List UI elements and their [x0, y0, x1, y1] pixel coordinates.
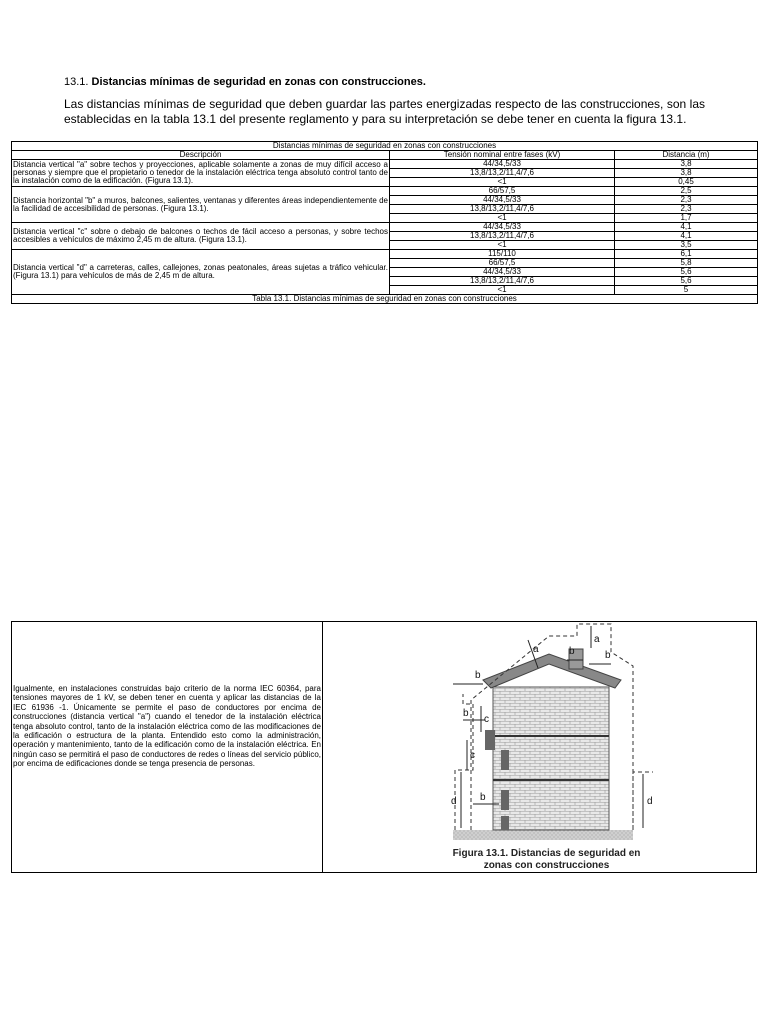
- table-row: [12, 187, 758, 196]
- label-b-left: b: [475, 670, 481, 681]
- table-row: [12, 223, 758, 232]
- distance-cell: 4,1: [615, 223, 758, 232]
- figure-13-1: [323, 622, 758, 872]
- figure-caption-line2: zonas con construcciones: [483, 859, 610, 871]
- label-b-roof: b: [569, 646, 575, 657]
- voltage-cell: 13,8/13,2/11,4/7,6: [390, 205, 615, 214]
- label-c-upper: c: [484, 714, 489, 725]
- voltage-cell: 44/34,5/33: [390, 268, 615, 277]
- ground: [453, 830, 633, 840]
- voltage-cell: <1: [390, 214, 615, 223]
- distance-cell: 2,3: [615, 205, 758, 214]
- distance-cell: 1,7: [615, 214, 758, 223]
- table-caption: Tabla 13.1. Distancias mínimas de seguridad en zonas con construcciones: [12, 295, 758, 304]
- label-c-lower: c: [470, 750, 475, 761]
- voltage-cell: 115/110: [390, 250, 615, 259]
- voltage-cell: 44/34,5/33: [390, 160, 615, 169]
- figure-box: [11, 621, 757, 873]
- voltage-cell: 44/34,5/33: [390, 223, 615, 232]
- distance-cell: 2,3: [615, 196, 758, 205]
- building-wall: [493, 687, 609, 830]
- distance-cell: 2,5: [615, 187, 758, 196]
- distance-cell: 5,8: [615, 259, 758, 268]
- distance-cell: 6,1: [615, 250, 758, 259]
- table-row: [12, 160, 758, 169]
- figure-caption: [428, 848, 665, 871]
- building-diagram: [323, 622, 758, 872]
- voltage-cell: <1: [390, 178, 615, 187]
- distance-cell: 5: [615, 286, 758, 295]
- label-a-roof: a: [533, 644, 539, 655]
- distance-cell: 3,8: [615, 160, 758, 169]
- distance-cell: 5,6: [615, 268, 758, 277]
- table-title: Distancias mínimas de seguridad en zonas con construcciones: [12, 142, 758, 151]
- section-heading: [64, 76, 426, 88]
- voltage-cell: <1: [390, 241, 615, 250]
- distance-cell: 0,45: [615, 178, 758, 187]
- label-a-chimney: a: [594, 634, 600, 645]
- header-description: Descripción: [12, 151, 390, 160]
- header-voltage: Tensión nominal entre fases (kV): [390, 151, 615, 160]
- label-d-left: d: [451, 796, 457, 807]
- voltage-cell: 13,8/13,2/11,4/7,6: [390, 169, 615, 178]
- description-a: Distancia vertical "a" sobre techos y proyecciones, aplicable solamente a zonas de muy difícil acceso a personas y siempre que el propietario o tenedor de la instalación eléctrica tenga absoluto control tanto de la instalación como de la edificación. (Figura 13.1).: [13, 160, 388, 185]
- voltage-cell: 13,8/13,2/11,4/7,6: [390, 277, 615, 286]
- section-title: Distancias mínimas de seguridad en zonas con construcciones.: [91, 76, 426, 88]
- distances-table: [11, 141, 758, 304]
- voltage-cell: 66/57,5: [390, 187, 615, 196]
- figure-caption-line1: Figura 13.1. Distancias de seguridad en: [452, 848, 641, 859]
- voltage-cell: 66/57,5: [390, 259, 615, 268]
- label-b-right: b: [605, 650, 611, 661]
- label-b-lower: b: [480, 792, 486, 803]
- voltage-cell: 13,8/13,2/11,4/7,6: [390, 232, 615, 241]
- distance-cell: 5,6: [615, 277, 758, 286]
- roof: [483, 654, 621, 688]
- window: [501, 750, 509, 770]
- section-number: 13.1.: [64, 76, 89, 88]
- description-b: Distancia horizontal "b" a muros, balcones, salientes, ventanas y diferentes áreas independientemente de la facilidad de accesibilidad de personas. (Figura 13.1).: [12, 187, 390, 223]
- explanatory-paragraph: Igualmente, en instalaciones construidas bajo criterio de la norma IEC 60364, para tensiones mayores de 1 kV, se deben tener en cuenta y aplicar las distancias de la IEC 61936 -1. Únicamente se permite el paso de conductores por encima de construcciones (distancia vertical "a") cuando el tenedor de la instalación eléctrica tenga absoluto control, tanto de la instalación eléctrica como de las modificaciones de la edificación o estructura de la planta. Entendido esto como la administración, operación y mantenimiento, tanto de la edificación como de la instalación eléctrica. En ningún caso se permitirá el paso de conductores de redes o líneas del servicio público, por encima de edificaciones donde se tenga presencia de personas.: [13, 684, 321, 769]
- balcony: [485, 730, 495, 750]
- intro-paragraph: Las distancias mínimas de seguridad que deben guardar las partes energizadas respecto de las construcciones, son las establecidas en la tabla 13.1 del presente reglamento y para su interpretación se debe tener en cuenta la figura 13.1.: [64, 97, 705, 126]
- voltage-cell: <1: [390, 286, 615, 295]
- distance-cell: 3,8: [615, 169, 758, 178]
- distance-cell: 4,1: [615, 232, 758, 241]
- voltage-cell: 44/34,5/33: [390, 196, 615, 205]
- table-row: [12, 250, 758, 259]
- description-d: Distancia vertical "d" a carreteras, calles, callejones, zonas peatonales, áreas sujetas a tráfico vehicular. (Figura 13.1) para vehículos de más de 2,45 m de altura.: [12, 250, 390, 295]
- distance-cell: 3,5: [615, 241, 758, 250]
- label-b-balcony: b: [463, 708, 469, 719]
- description-c: Distancia vertical "c" sobre o debajo de balcones o techos de fácil acceso a personas, y sobre techos accesibles a vehículos de máximo 2,45 m de altura. (Figura 13.1).: [12, 223, 390, 250]
- window: [501, 790, 509, 810]
- door: [501, 816, 509, 830]
- header-distance: Distancia (m): [615, 151, 758, 160]
- label-d-right: d: [647, 796, 653, 807]
